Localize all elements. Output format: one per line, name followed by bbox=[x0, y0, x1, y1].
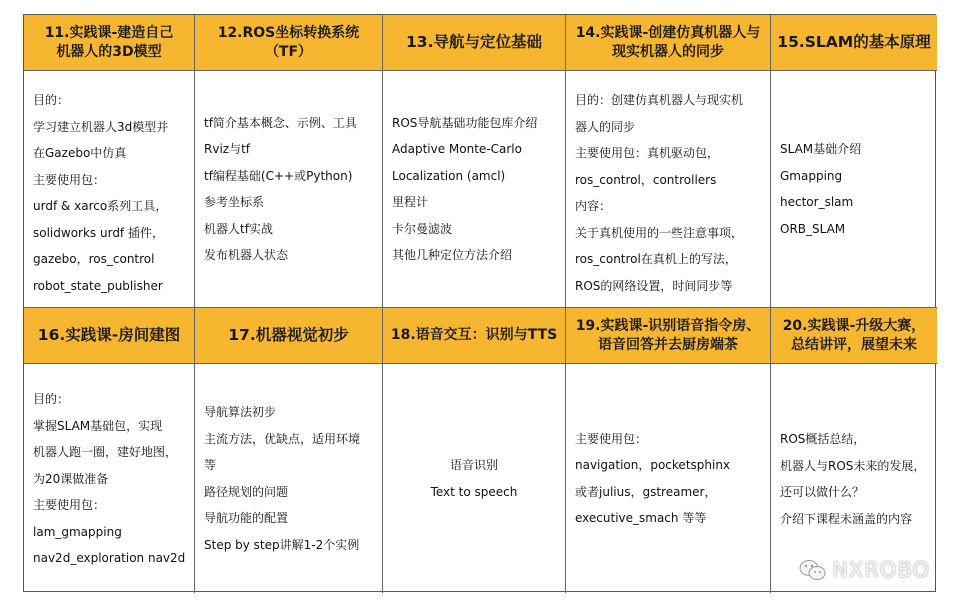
header-lesson-14-text: 14.实践课-创建仿真机器人与 现实机器人的同步 bbox=[575, 24, 761, 60]
content-line: ros_control，controllers bbox=[575, 172, 717, 187]
course-table bbox=[23, 14, 936, 592]
content-line: 内容： bbox=[575, 199, 612, 213]
content-line: 里程计 bbox=[392, 195, 429, 209]
header-lesson-19 bbox=[566, 308, 771, 364]
content-line: 还可以做什么？ bbox=[780, 485, 865, 499]
content-line: 在Gazebo中仿真 bbox=[33, 146, 127, 160]
content-line: tf编程基础(C++或Python) bbox=[204, 168, 353, 183]
content-line: Rviz与tf bbox=[204, 142, 251, 156]
header-lesson-18 bbox=[383, 308, 566, 364]
content-line: 机器人与ROS未来的发展， bbox=[780, 458, 926, 473]
header-lesson-13 bbox=[383, 15, 566, 71]
content-line: 发布机器人状态 bbox=[204, 248, 289, 262]
content-line: 参考坐标系 bbox=[204, 195, 265, 209]
content-line: navigation，pocketsphinx bbox=[575, 458, 731, 472]
content-line: ros_control在真机上的写法， bbox=[575, 252, 737, 266]
watermark bbox=[799, 558, 930, 582]
content-line: 目的：创建仿真机器人与现实机 bbox=[575, 93, 744, 107]
header-lesson-11-text: 11.实践课-建造自己 机器人的3D模型 bbox=[44, 24, 174, 60]
content-line: SLAM基础介绍 bbox=[780, 142, 862, 156]
header-lesson-14 bbox=[566, 15, 771, 71]
content-line: 主要使用包： bbox=[33, 172, 106, 187]
content-line: 主要使用包： bbox=[575, 431, 648, 446]
header-lesson-11 bbox=[24, 15, 195, 71]
header-lesson-16 bbox=[24, 308, 195, 364]
content-line: 或者julius，gstreamer， bbox=[575, 484, 717, 499]
content-line: 主要使用包： bbox=[33, 498, 106, 512]
content-line: ROS的网络设置，时间同步等 bbox=[575, 278, 733, 293]
content-line: 导航算法初步 bbox=[204, 405, 277, 419]
content-line: 目的： bbox=[33, 392, 70, 406]
header-lesson-17-text: 17.机器视觉初步 bbox=[228, 326, 349, 344]
content-line: 卡尔曼滤波 bbox=[392, 221, 453, 236]
header-lesson-15 bbox=[771, 15, 937, 71]
content-line: 关于真机使用的一些注意事项， bbox=[575, 225, 744, 240]
header-lesson-13-text: 13.导航与定位基础 bbox=[406, 33, 542, 51]
content-line: Gmapping bbox=[780, 168, 843, 183]
content-lesson-14 bbox=[566, 71, 771, 308]
content-line: 其他几种定位方法介绍 bbox=[392, 248, 513, 262]
content-lesson-15 bbox=[771, 71, 937, 308]
content-lesson-19 bbox=[566, 364, 771, 593]
header-lesson-20-text: 20.实践课-升级大赛， 总结讲评，展望未来 bbox=[782, 317, 926, 353]
content-line: hector_slam bbox=[780, 195, 854, 209]
content-lesson-13 bbox=[383, 71, 566, 308]
content-lesson-17 bbox=[195, 364, 383, 593]
content-line: 目的： bbox=[33, 93, 70, 107]
content-line: ROS概括总结， bbox=[780, 432, 866, 446]
content-line: 学习建立机器人3d模型并 bbox=[33, 119, 169, 134]
header-lesson-20 bbox=[771, 308, 937, 364]
content-line: solidworks urdf 插件， bbox=[33, 225, 164, 240]
content-line: 为20课做准备 bbox=[33, 471, 109, 486]
content-line: 等 bbox=[204, 458, 217, 472]
content-line: nav2d_exploration nav2d bbox=[33, 551, 186, 565]
header-lesson-16-text: 16.实践课-房间建图 bbox=[37, 326, 181, 344]
content-lesson-16 bbox=[24, 364, 195, 593]
header-lesson-18-text: 18.语音交互：识别与TTS bbox=[390, 327, 558, 343]
content-line: gazebo，ros_control bbox=[33, 252, 155, 266]
content-lesson-12 bbox=[195, 71, 383, 308]
content-line: 器人的同步 bbox=[575, 119, 636, 134]
content-line: Step by step讲解1-2个实例 bbox=[204, 537, 360, 552]
header-lesson-17 bbox=[195, 308, 383, 364]
content-line: 主要使用包：真机驱动包， bbox=[575, 146, 720, 160]
content-line: 机器人跑一圈，建好地图， bbox=[33, 445, 178, 459]
watermark-text: NXROBO bbox=[832, 558, 930, 582]
content-lesson-18 bbox=[383, 364, 566, 593]
content-line: lam_gmapping bbox=[33, 524, 122, 539]
content-line: Text to speech bbox=[430, 484, 518, 499]
content-lesson-11 bbox=[24, 71, 195, 308]
content-line: ROS导航基础功能包库介绍 bbox=[392, 115, 538, 130]
header-lesson-12 bbox=[195, 15, 383, 71]
content-line: Localization (amcl) bbox=[392, 168, 506, 183]
content-line: executive_smach 等等 bbox=[575, 511, 707, 525]
header-lesson-19-text: 19.实践课-识别语音指令房、 语音回答并去厨房端茶 bbox=[575, 317, 761, 353]
content-line: tf简介基本概念、示例、工具 bbox=[204, 115, 357, 130]
wechat-icon bbox=[799, 558, 827, 582]
content-line: 机器人tf实战 bbox=[204, 221, 273, 236]
header-lesson-12-text: 12.ROS坐标转换系统（TF） bbox=[217, 24, 360, 60]
header-lesson-15-text: 15.SLAM的基本原理 bbox=[777, 33, 931, 51]
content-line: urdf & xarco系列工具， bbox=[33, 199, 168, 213]
content-line: 导航功能的配置 bbox=[204, 511, 289, 525]
content-line: 主流方法，优缺点，适用环境 bbox=[204, 431, 361, 446]
content-line: robot_state_publisher bbox=[33, 278, 163, 293]
content-line: Adaptive Monte-Carlo bbox=[392, 142, 522, 156]
content-line: 语音识别 bbox=[449, 458, 498, 472]
content-line: 掌握SLAM基础包，实现 bbox=[33, 418, 163, 433]
content-line: 路径规划的问题 bbox=[204, 484, 289, 499]
content-line: 介绍下课程未涵盖的内容 bbox=[780, 511, 913, 526]
content-line: ORB_SLAM bbox=[780, 221, 846, 236]
